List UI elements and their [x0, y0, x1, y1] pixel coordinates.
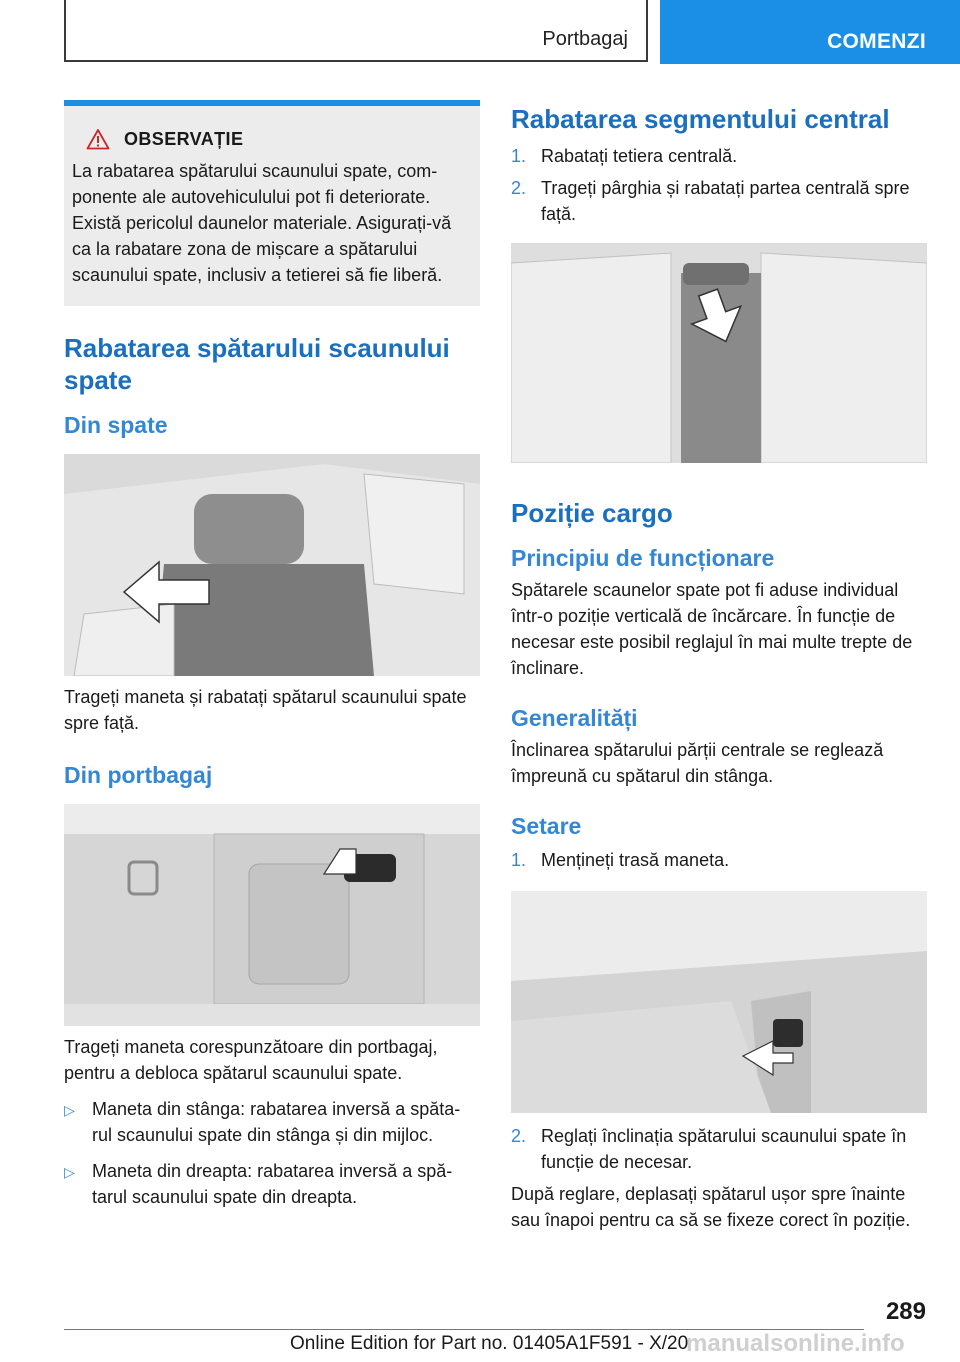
- notice-box: [64, 100, 480, 306]
- list-item: [511, 847, 927, 873]
- text-after-adjust: După reglare, deplasați spătarul ușor spre înainte sau înapoi pentru ca să se fixeze corect în poziție.: [511, 1184, 911, 1230]
- heading-fold-backrest: Rabatarea spătarului scaunului spate: [64, 333, 450, 395]
- page-number: 289: [885, 1298, 926, 1325]
- list-item: [511, 1123, 927, 1175]
- notice-title: OBSERVAȚIE: [124, 128, 244, 149]
- right-column: [511, 103, 927, 1233]
- step-number: 2.: [511, 178, 527, 198]
- list-item: [64, 1158, 480, 1210]
- header-chapter-tab: [660, 0, 960, 64]
- header-section-title: Portbagaj: [542, 28, 628, 50]
- steps-setting-a: [511, 847, 927, 873]
- watermark: manualsonline.info: [686, 1330, 905, 1357]
- steps-setting-b: [511, 1123, 927, 1175]
- bullet-text: Maneta din stânga: rabatarea inversă a spăta-rul scaunului spate din stânga și din mijloc.: [92, 1099, 461, 1145]
- heading-cargo-position: Poziție cargo: [511, 498, 673, 528]
- step-text: Rabatați tetiera centrală.: [541, 146, 738, 166]
- illustration-rear-seat-lever: [64, 454, 480, 676]
- list-item: [64, 1096, 480, 1148]
- subheading-setting: Setare: [511, 813, 582, 839]
- header-chapter-title: COMENZI: [827, 30, 926, 53]
- subheading-general: Generalități: [511, 705, 638, 731]
- left-column: [64, 100, 480, 1210]
- step-text: Reglați înclinația spătarului scaunului spate în funcție de necesar.: [541, 1126, 907, 1172]
- text-operating-principle: Spătarele scaunelor spate pot fi aduse individual într-o poziție verticală de încărcare. În funcție de necesar este posibil reglajul în mai multe trepte de înclinare.: [511, 580, 913, 678]
- bullet-text: Maneta din dreapta: rabatarea inversă a spă-tarul scaunului spate din dreapta.: [92, 1161, 453, 1207]
- step-number: 1.: [511, 146, 527, 166]
- header-section-box: [64, 0, 648, 62]
- steps-center-segment: [511, 143, 927, 227]
- footer-edition: Online Edition for Part no. 01405A1F591 - X/20: [290, 1333, 689, 1354]
- text-general: Înclinarea spătarului părții centrale se reglează împreună cu spătarul din stânga.: [511, 740, 884, 786]
- illustration-trunk-lever: [64, 804, 480, 1026]
- text-from-rear: Trageți maneta și rabatați spătarul scaunului spate spre față.: [64, 687, 467, 733]
- list-item: [511, 175, 927, 227]
- heading-fold-center-segment: Rabatarea segmentului central: [511, 104, 890, 134]
- subheading-from-rear: Din spate: [64, 412, 168, 438]
- list-item: [511, 143, 927, 169]
- notice-header: [86, 128, 470, 150]
- subheading-from-trunk: Din portbagaj: [64, 762, 213, 788]
- triangle-bullet-icon: ▷: [64, 1102, 75, 1118]
- step-number: 2.: [511, 1126, 527, 1146]
- step-text: Mențineți trasă maneta.: [541, 850, 730, 870]
- lever-bullet-list: [64, 1096, 480, 1210]
- subheading-operating-principle: Principiu de funcționare: [511, 545, 775, 571]
- step-text: Trageți pârghia și rabatați partea centrală spre față.: [541, 178, 910, 224]
- illustration-center-segment: [511, 243, 927, 463]
- notice-text: La rabatarea spătarului scaunului spate, com-ponente ale autovehiculului pot fi deteriorate. Există pericolul daunelor materiale. Asigurați-vă ca la rabatare zona de mișcare a spătarului scaunului spate, inclusiv a tetierei să fie liberă.: [72, 161, 452, 285]
- warning-triangle-icon: [86, 128, 110, 150]
- illustration-cargo-lever: [511, 891, 927, 1113]
- text-from-trunk: Trageți maneta corespunzătoare din portbagaj, pentru a debloca spătarul scaunului spate.: [64, 1037, 438, 1083]
- step-number: 1.: [511, 850, 527, 870]
- triangle-bullet-icon: ▷: [64, 1164, 75, 1180]
